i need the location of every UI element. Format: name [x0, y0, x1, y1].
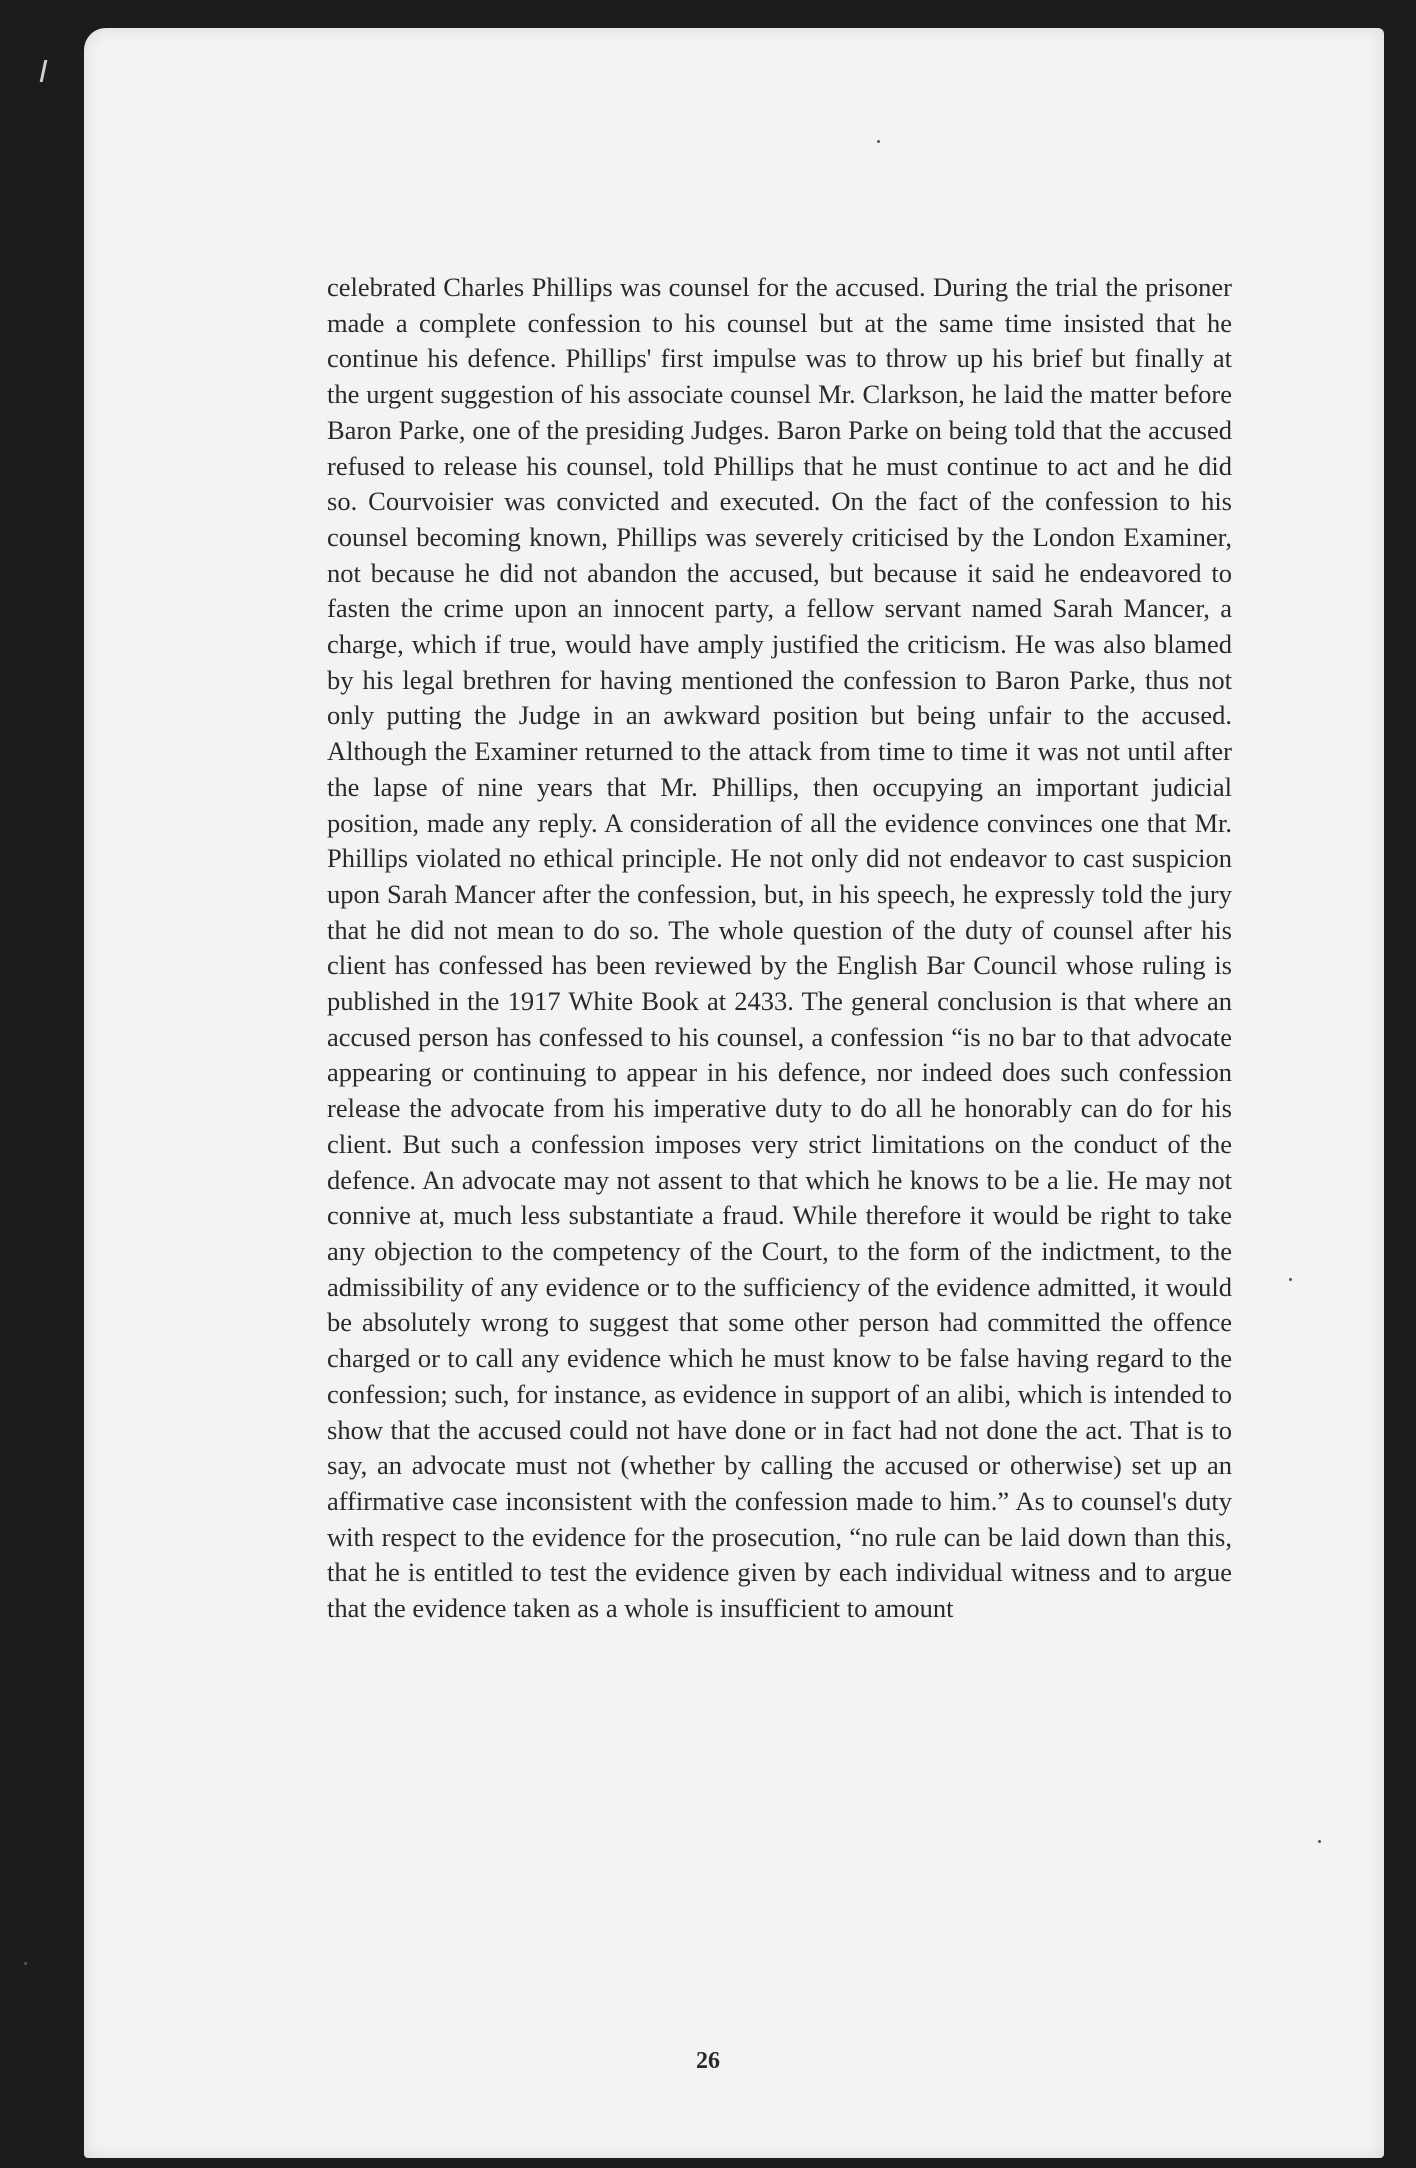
body-text: celebrated Charles Phillips was counsel for the accused. During the trial the prisoner made a complete confession to his counsel but at the same time insisted that he continue his defence. Phillips' first impulse was to throw up his brief but finally at the urgent suggestion of his associate counsel Mr. Clarkson, he laid the matter before Baron Parke, one of the presiding Judges. Baron Parke on being told that the accused refused to release his counsel, told Phillips that he must continue to act and he did so. Courvoisier was convicted and executed. On the fact of the confession to his counsel becoming known, Phillips was severely criticised by the London Examiner, not because he did not abandon the accused, but because it said he endeavored to fasten the crime upon an innocent party, a fellow servant named Sarah Mancer, a charge, which if true, would have amply justified the criticism. He was also blamed by his legal brethren for having mentioned the confession to Baron Parke, thus not only putting the Judge in an awkward position but being unfair to the accused. Although the Examiner returned to the attack from time to time it was not until after the lapse of nine years that Mr. Phillips, then occupying an important judicial position, made any reply. A consideration of all the evidence convinces one that Mr. Phillips violated no ethical principle. He not only did not endeavor to cast suspicion upon Sarah Mancer after the confession, but, in his speech, he expressly told the jury that he did not mean to do so. The whole question of the duty of counsel after his client has confessed has been reviewed by the English Bar Council whose ruling is published in the 1917 White Book at 2433. The general conclusion is that where an accused person has confessed to his counsel, a confession “is no bar to that advocate appearing or continuing to appear in his defence, nor indeed does such confession release the advocate from his imperative duty to do all he honorably can do for his client. But such a confession imposes very strict limitations on the conduct of the defence. An advocate may not assent to that which he knows to be a lie. He may not connive at, much less substantiate a fraud. While therefore it would be right to take any objection to the competency of the Court, to the form of the indictment, to the admissibility of any evidence or to the sufficiency of the evidence admitted, it would be absolutely wrong to suggest that some other person had committed the offence charged or to call any evidence which he must know to be false having regard to the confession; such, for instance, as evidence in support of an alibi, which is intended to show that the accused could not have done or in fact had not done the act. That is to say, an advocate must not (whether by calling the accused or otherwise) set up an affirmative case inconsistent with the confession made to him.” As to counsel's duty with respect to the evidence for the prosecution, “no rule can be laid down than this, that he is entitled to test the evidence given by each individual witness and to argue that the evidence taken as a whole is insufficient to amount: [327, 272, 1232, 1624]
scan-edge-mark: [40, 60, 56, 82]
scan-speck: [1318, 1840, 1321, 1843]
scan-speck: [24, 1962, 27, 1965]
scan-speck: [1289, 1278, 1292, 1281]
page-number: 26: [696, 2048, 720, 2074]
scan-speck: [877, 140, 880, 143]
